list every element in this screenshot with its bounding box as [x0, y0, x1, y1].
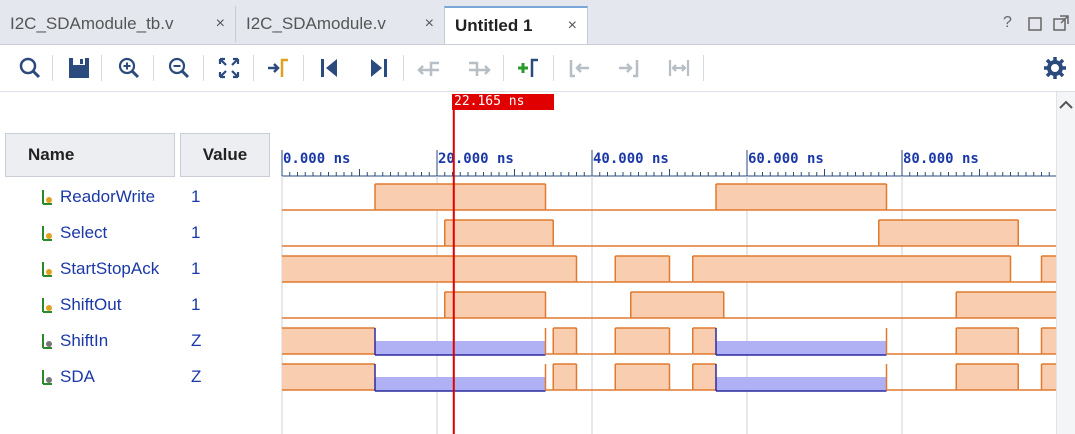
wave-high-segment	[879, 220, 1019, 246]
wave-z-segment	[716, 341, 887, 355]
timeline-label: 40.000 ns	[593, 151, 669, 167]
wave-high-segment	[445, 292, 546, 318]
wave-high-segment	[1042, 256, 1057, 282]
close-icon[interactable]: ×	[567, 17, 577, 34]
timeline-label: 80.000 ns	[903, 151, 979, 167]
wave-high-segment	[956, 364, 1018, 390]
wave-high-segment	[693, 328, 716, 354]
signal-name: StartStopAck	[60, 259, 160, 278]
wave-high-segment	[631, 292, 724, 318]
signal-value: Z	[191, 367, 202, 386]
value-column-header[interactable]: Value	[180, 133, 270, 177]
signal-value: 1	[191, 187, 201, 206]
wave-high-segment	[282, 364, 375, 390]
wave-high-segment	[282, 328, 375, 354]
timeline-label: 20.000 ns	[438, 151, 514, 167]
wave-high-segment	[956, 328, 1018, 354]
wave-high-segment	[693, 364, 716, 390]
wave-high-segment	[615, 364, 669, 390]
wave-high-segment	[1042, 364, 1057, 390]
tab-label: Untitled 1	[455, 16, 533, 35]
timeline-label: 0.000 ns	[283, 151, 351, 167]
wave-high-segment	[282, 256, 577, 282]
wave-high-segment	[716, 184, 887, 210]
name-column-header[interactable]: Name	[5, 133, 175, 177]
chevron-up-icon[interactable]	[1057, 96, 1075, 114]
wave-high-segment	[956, 292, 1056, 318]
vertical-scrollbar[interactable]	[1056, 92, 1075, 434]
signal-value: Z	[191, 331, 202, 350]
signal-name: ShiftIn	[60, 331, 109, 350]
wave-high-segment	[615, 328, 669, 354]
signal-name: SDA	[60, 367, 95, 386]
wave-z-segment	[375, 377, 546, 391]
cursor-time-label[interactable]: 22.165 ns	[452, 94, 554, 110]
wave-z-segment	[375, 341, 546, 355]
close-icon[interactable]: ×	[215, 15, 225, 32]
wave-high-segment	[615, 256, 669, 282]
wave-high-segment	[445, 220, 554, 246]
close-icon[interactable]: ×	[424, 15, 434, 32]
wave-high-segment	[553, 364, 576, 390]
wave-high-segment	[375, 184, 546, 210]
tab-label: I2C_SDAmodule.v	[246, 14, 386, 33]
signal-value: 1	[191, 223, 201, 242]
signal-name: ShiftOut	[60, 295, 122, 314]
wave-high-segment	[693, 256, 1011, 282]
signal-name: Select	[60, 223, 108, 242]
wave-high-segment	[553, 328, 576, 354]
wave-high-segment	[1042, 328, 1057, 354]
timeline-label: 60.000 ns	[748, 151, 824, 167]
signal-name: ReadorWrite	[60, 187, 156, 206]
help-icon[interactable]: ?	[1003, 14, 1012, 31]
wave-z-segment	[716, 377, 887, 391]
signal-value: 1	[191, 259, 201, 278]
signal-value: 1	[191, 295, 201, 314]
tab-label: I2C_SDAmodule_tb.v	[10, 14, 174, 33]
